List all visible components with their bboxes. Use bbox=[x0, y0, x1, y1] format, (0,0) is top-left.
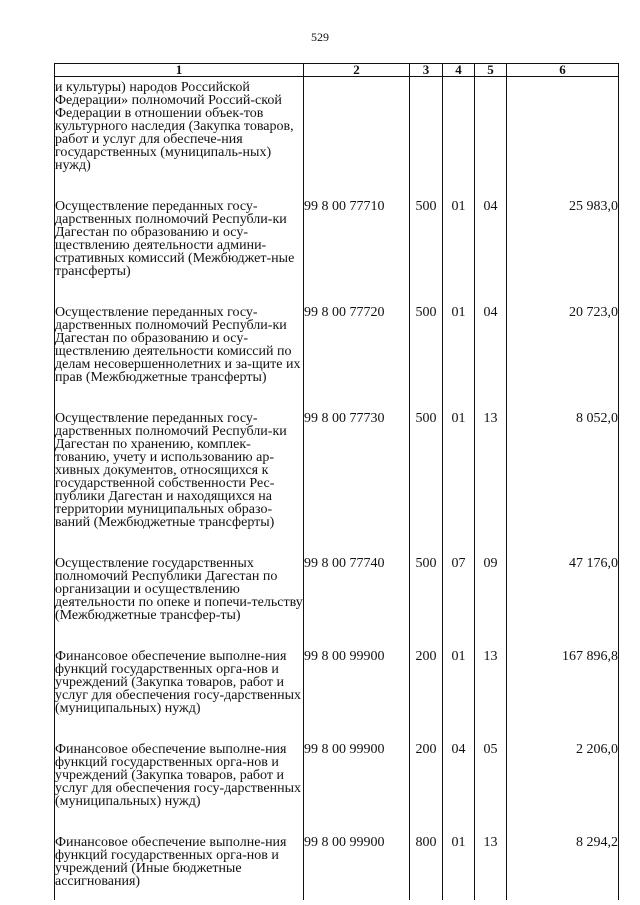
row-col3: 500 bbox=[410, 557, 443, 650]
row-col4: 01 bbox=[443, 412, 475, 557]
row-amount: 8 052,0 bbox=[507, 412, 619, 557]
col-header-1: 1 bbox=[55, 64, 304, 77]
row-amount: 25 983,0 bbox=[507, 200, 619, 306]
row-description: Осуществление переданных госу-дарственных полномочий Республи-ки Дагестан по образованию и осу-ществлению деятельности комиссий по делам несовершеннолетних и за-щите их прав (Межбюджетные трансферты) bbox=[55, 306, 304, 412]
row-col3: 500 bbox=[410, 412, 443, 557]
row-col4 bbox=[443, 77, 475, 201]
row-col5: 04 bbox=[475, 306, 507, 412]
row-amount bbox=[507, 77, 619, 201]
row-amount: 8 294,2 bbox=[507, 836, 619, 900]
row-code: 99 8 00 99900 bbox=[304, 650, 410, 743]
row-description: Осуществление переданных госу-дарственных полномочий Республи-ки Дагестан по хранению, комплек-тованию, учету и использованию ар-хивных документов, относящихся к государственной собственности Рес-публики Дагестан и находящихся на территории муниципальных образо-ваний (Межбюджетные трансферты) bbox=[55, 412, 304, 557]
header-row bbox=[55, 64, 619, 77]
row-description: Осуществление переданных госу-дарственных полномочий Республи-ки Дагестан по образованию и осу-ществлению деятельности админи-стративных комиссий (Межбюджет-ные трансферты) bbox=[55, 200, 304, 306]
row-amount: 167 896,8 bbox=[507, 650, 619, 743]
col-header-2: 2 bbox=[304, 64, 410, 77]
row-code: 99 8 00 99900 bbox=[304, 836, 410, 900]
row-col5: 09 bbox=[475, 557, 507, 650]
row-description: Осуществление государственных полномочий Республики Дагестан по организации и осуществлению деятельности по опеке и попечи-тельству (Межбюджетные трансфер-ты) bbox=[55, 557, 304, 650]
row-code: 99 8 00 99900 bbox=[304, 743, 410, 836]
row-col3: 200 bbox=[410, 650, 443, 743]
row-description: и культуры) народов Российской Федерации» полномочий Россий-ской Федерации в отношении объек-тов культурного наследия (Закупка товаров, работ и услуг для обеспече-ния государственных (муниципаль-ных) нужд) bbox=[55, 77, 304, 201]
row-description: Финансовое обеспечение выполне-ния функций государственных орга-нов и учреждений (Закупка товаров, работ и услуг для обеспечения госу-дарственных (муниципальных) нужд) bbox=[55, 650, 304, 743]
table-row bbox=[55, 557, 619, 650]
row-col4: 01 bbox=[443, 836, 475, 900]
row-col4: 04 bbox=[443, 743, 475, 836]
col-header-3: 3 bbox=[410, 64, 443, 77]
row-col5 bbox=[475, 77, 507, 201]
row-col4: 07 bbox=[443, 557, 475, 650]
row-code bbox=[304, 77, 410, 201]
table-row bbox=[55, 743, 619, 836]
row-col4: 01 bbox=[443, 200, 475, 306]
row-col5: 04 bbox=[475, 200, 507, 306]
row-col5: 13 bbox=[475, 650, 507, 743]
col-header-5: 5 bbox=[475, 64, 507, 77]
row-col4: 01 bbox=[443, 650, 475, 743]
row-col5: 05 bbox=[475, 743, 507, 836]
page-number: 529 bbox=[311, 30, 329, 44]
row-col5: 13 bbox=[475, 836, 507, 900]
row-code: 99 8 00 77740 bbox=[304, 557, 410, 650]
row-amount: 20 723,0 bbox=[507, 306, 619, 412]
table-row bbox=[55, 306, 619, 412]
table-row bbox=[55, 77, 619, 201]
row-col5: 13 bbox=[475, 412, 507, 557]
row-code: 99 8 00 77720 bbox=[304, 306, 410, 412]
row-col3: 500 bbox=[410, 306, 443, 412]
row-amount: 2 206,0 bbox=[507, 743, 619, 836]
row-description: Финансовое обеспечение выполне-ния функций государственных орга-нов и учреждений (Иные бюджетные ассигнования) bbox=[55, 836, 304, 900]
table-row bbox=[55, 836, 619, 900]
table-row bbox=[55, 650, 619, 743]
budget-table bbox=[54, 63, 619, 900]
table-row bbox=[55, 200, 619, 306]
col-header-4: 4 bbox=[443, 64, 475, 77]
row-code: 99 8 00 77730 bbox=[304, 412, 410, 557]
row-col4: 01 bbox=[443, 306, 475, 412]
row-col3: 500 bbox=[410, 200, 443, 306]
row-description: Финансовое обеспечение выполне-ния функций государственных орга-нов и учреждений (Закупка товаров, работ и услуг для обеспечения госу-дарственных (муниципальных) нужд) bbox=[55, 743, 304, 836]
row-col3: 200 bbox=[410, 743, 443, 836]
row-col3: 800 bbox=[410, 836, 443, 900]
row-col3 bbox=[410, 77, 443, 201]
row-code: 99 8 00 77710 bbox=[304, 200, 410, 306]
table-row bbox=[55, 412, 619, 557]
col-header-6: 6 bbox=[507, 64, 619, 77]
row-amount: 47 176,0 bbox=[507, 557, 619, 650]
